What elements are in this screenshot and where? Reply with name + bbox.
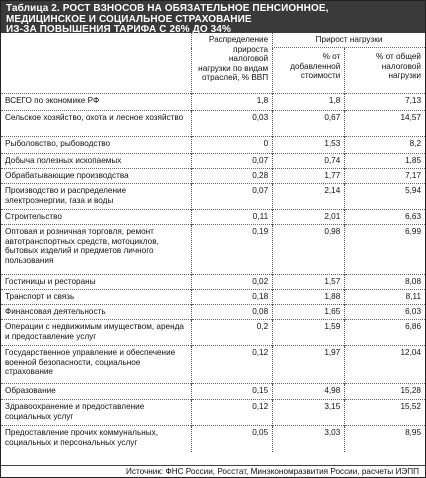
table-row [1, 210, 425, 225]
table-row [1, 184, 425, 210]
value-added-cell: 1,88 [273, 290, 345, 305]
gdp-share-cell: 0,15 [191, 384, 272, 400]
industry-cell: Операции с недвижимым имуществом, аренда и предоставление услуг [1, 320, 191, 346]
gdp-share-cell: 0,11 [191, 210, 272, 225]
header-group-growth: Прирост нагрузки [273, 33, 425, 48]
value-added-cell: 0,98 [273, 225, 345, 275]
industry-cell: Рыболовство, рыбоводство [1, 137, 191, 154]
table-row [1, 305, 425, 320]
total-tax-cell: 7,13 [345, 94, 425, 111]
title-line-3: ИЗ-ЗА ПОВЫШЕНИЯ ТАРИФА С 26% ДО 34% [6, 24, 231, 35]
table-row [1, 384, 425, 400]
table-row [1, 346, 425, 384]
industry-cell: Предоставление прочих коммунальных, социальных и персональных услуг [1, 426, 191, 453]
table-row [1, 320, 425, 346]
table-row [1, 400, 425, 426]
industry-cell: Производство и распределение электроэнергии, газа и воды [1, 184, 191, 210]
table-body [1, 94, 425, 453]
industry-cell: ВСЕГО по экономике РФ [1, 94, 191, 111]
title-lead: Таблица 2. [6, 3, 60, 14]
gdp-share-cell: 0,28 [191, 169, 272, 184]
table-row [1, 169, 425, 184]
industry-cell: Транспорт и связь [1, 290, 191, 305]
value-added-cell: 4,98 [273, 384, 345, 400]
value-added-cell: 1,57 [273, 275, 345, 290]
gdp-share-cell: 0 [191, 137, 272, 154]
gdp-share-cell: 0,02 [191, 275, 272, 290]
value-added-cell: 0,74 [273, 154, 345, 169]
value-added-cell: 2,01 [273, 210, 345, 225]
table-row [1, 225, 425, 275]
value-added-cell: 1,59 [273, 320, 345, 346]
value-added-cell: 1,97 [273, 346, 345, 384]
total-tax-cell: 14,57 [345, 111, 425, 137]
total-tax-cell: 8,2 [345, 137, 425, 154]
data-table [1, 33, 425, 452]
total-tax-cell: 6,86 [345, 320, 425, 346]
total-tax-cell: 12,04 [345, 346, 425, 384]
value-added-cell: 1,77 [273, 169, 345, 184]
total-tax-cell: 6,63 [345, 210, 425, 225]
title-line-2: МЕДИЦИНСКОЕ И СОЦИАЛЬНОЕ СТРАХОВАНИЕ [6, 13, 252, 25]
gdp-share-cell: 0,18 [191, 290, 272, 305]
table-row [1, 154, 425, 169]
industry-cell: Строительство [1, 210, 191, 225]
industry-cell: Образование [1, 384, 191, 400]
total-tax-cell: 15,52 [345, 400, 425, 426]
table-row [1, 426, 425, 453]
title-line1-text: РОСТ ВЗНОСОВ НА ОБЯЗАТЕЛЬНОЕ ПЕНСИОННОЕ, [62, 3, 329, 14]
gdp-share-cell: 1,8 [191, 94, 272, 111]
industry-cell: Гостиницы и рестораны [1, 275, 191, 290]
gdp-share-cell: 0,19 [191, 225, 272, 275]
value-added-cell: 0,67 [273, 111, 345, 137]
source-note: Источник: ФНС России, Росстат, Минэкономразвития России, расчеты ИЭПП [1, 465, 425, 477]
industry-cell: Обрабатывающие производства [1, 169, 191, 184]
industry-cell: Финансовая деятельность [1, 305, 191, 320]
header-col-value-added: % от добавленной стоимости [273, 48, 345, 94]
header-col-total-tax: % от общей налоговой нагрузки [345, 48, 425, 94]
title-line-1 [6, 4, 420, 15]
header-col-distribution: Распределение прироста налоговой нагрузки по видам отраслей, % ВВП [191, 33, 272, 94]
table-row [1, 137, 425, 154]
gdp-share-cell: 0,08 [191, 305, 272, 320]
value-added-cell: 3,15 [273, 400, 345, 426]
value-added-cell: 2,14 [273, 184, 345, 210]
gdp-share-cell: 0,03 [191, 111, 272, 137]
table-title [1, 1, 425, 33]
header-empty-cell [1, 33, 191, 94]
gdp-share-cell: 0,12 [191, 346, 272, 384]
table-row [1, 275, 425, 290]
gdp-share-cell: 0,07 [191, 184, 272, 210]
industry-cell: Государственное управление и обеспечение военной безопасности, социальное страхование [1, 346, 191, 384]
table-row [1, 111, 425, 137]
table-row [1, 94, 425, 111]
total-tax-cell: 1,85 [345, 154, 425, 169]
industry-cell: Сельское хозяйство, охота и лесное хозяйство [1, 111, 191, 137]
total-tax-cell: 8,08 [345, 275, 425, 290]
value-added-cell: 3,03 [273, 426, 345, 453]
total-tax-cell: 6,99 [345, 225, 425, 275]
total-tax-cell: 8,11 [345, 290, 425, 305]
total-tax-cell: 7,17 [345, 169, 425, 184]
value-added-cell: 1,53 [273, 137, 345, 154]
value-added-cell: 1,65 [273, 305, 345, 320]
total-tax-cell: 5,94 [345, 184, 425, 210]
industry-cell: Оптовая и розничная торговля, ремонт автотранспортных средств, мотоциклов, бытовых изделий и предметов личного пользования [1, 225, 191, 275]
gdp-share-cell: 0,05 [191, 426, 272, 453]
total-tax-cell: 8,95 [345, 426, 425, 453]
table-row [1, 290, 425, 305]
gdp-share-cell: 0,12 [191, 400, 272, 426]
total-tax-cell: 6,03 [345, 305, 425, 320]
gdp-share-cell: 0,2 [191, 320, 272, 346]
gdp-share-cell: 0,07 [191, 154, 272, 169]
industry-cell: Добыча полезных ископаемых [1, 154, 191, 169]
value-added-cell: 1,8 [273, 94, 345, 111]
industry-cell: Здравоохранение и предоставление социальных услуг [1, 400, 191, 426]
total-tax-cell: 15,28 [345, 384, 425, 400]
